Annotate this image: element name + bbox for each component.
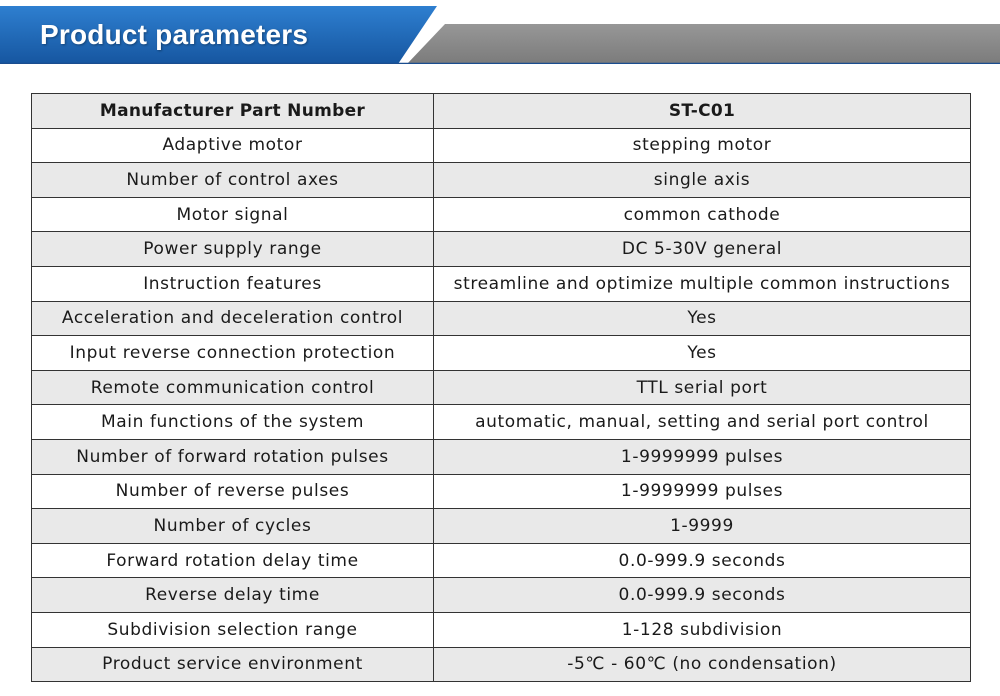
parameter-value: common cathode bbox=[434, 197, 971, 232]
parameter-label: Subdivision selection range bbox=[32, 612, 434, 647]
table-header-row bbox=[32, 94, 971, 129]
parameter-value: 1-9999999 pulses bbox=[434, 439, 971, 474]
parameter-value: Yes bbox=[434, 301, 971, 336]
parameter-value: DC 5-30V general bbox=[434, 232, 971, 267]
table-row bbox=[32, 543, 971, 578]
parameter-label: Adaptive motor bbox=[32, 128, 434, 163]
parameter-label: Acceleration and deceleration control bbox=[32, 301, 434, 336]
parameter-label: Power supply range bbox=[32, 232, 434, 267]
table-row bbox=[32, 266, 971, 301]
table-row bbox=[32, 128, 971, 163]
table-row bbox=[32, 474, 971, 509]
parameter-label: Number of forward rotation pulses bbox=[32, 439, 434, 474]
parameter-value: 0.0-999.9 seconds bbox=[434, 543, 971, 578]
parameter-value: TTL serial port bbox=[434, 370, 971, 405]
parameter-label: Remote communication control bbox=[32, 370, 434, 405]
table-row bbox=[32, 232, 971, 267]
parameter-label: Forward rotation delay time bbox=[32, 543, 434, 578]
header-label-cell: Manufacturer Part Number bbox=[32, 94, 434, 129]
parameter-value: 1-9999999 pulses bbox=[434, 474, 971, 509]
table-row bbox=[32, 405, 971, 440]
table-row bbox=[32, 439, 971, 474]
table-row bbox=[32, 578, 971, 613]
parameter-value: 1-9999 bbox=[434, 509, 971, 544]
parameter-label: Product service environment bbox=[32, 647, 434, 682]
parameter-value: single axis bbox=[434, 163, 971, 198]
parameter-value: 1-128 subdivision bbox=[434, 612, 971, 647]
parameter-label: Number of control axes bbox=[32, 163, 434, 198]
parameter-value: automatic, manual, setting and serial port control bbox=[434, 405, 971, 440]
parameter-label: Reverse delay time bbox=[32, 578, 434, 613]
table-row bbox=[32, 301, 971, 336]
table-row bbox=[32, 612, 971, 647]
header-value-cell: ST-C01 bbox=[434, 94, 971, 129]
parameter-label: Main functions of the system bbox=[32, 405, 434, 440]
parameter-label: Number of reverse pulses bbox=[32, 474, 434, 509]
parameter-value: stepping motor bbox=[434, 128, 971, 163]
table-row bbox=[32, 509, 971, 544]
parameter-label: Number of cycles bbox=[32, 509, 434, 544]
table-row bbox=[32, 647, 971, 682]
table-row bbox=[32, 336, 971, 371]
parameter-value: -5℃ - 60℃ (no condensation) bbox=[434, 647, 971, 682]
table-row bbox=[32, 163, 971, 198]
gray-bar bbox=[407, 24, 1000, 64]
page-title: Product parameters bbox=[40, 19, 309, 50]
parameter-value: 0.0-999.9 seconds bbox=[434, 578, 971, 613]
parameter-label: Instruction features bbox=[32, 266, 434, 301]
table-row bbox=[32, 197, 971, 232]
header-banner bbox=[0, 0, 1000, 64]
parameters-table bbox=[31, 93, 971, 682]
parameter-value: Yes bbox=[434, 336, 971, 371]
parameter-label: Input reverse connection protection bbox=[32, 336, 434, 371]
table-row bbox=[32, 370, 971, 405]
parameter-label: Motor signal bbox=[32, 197, 434, 232]
parameter-value: streamline and optimize multiple common instructions bbox=[434, 266, 971, 301]
